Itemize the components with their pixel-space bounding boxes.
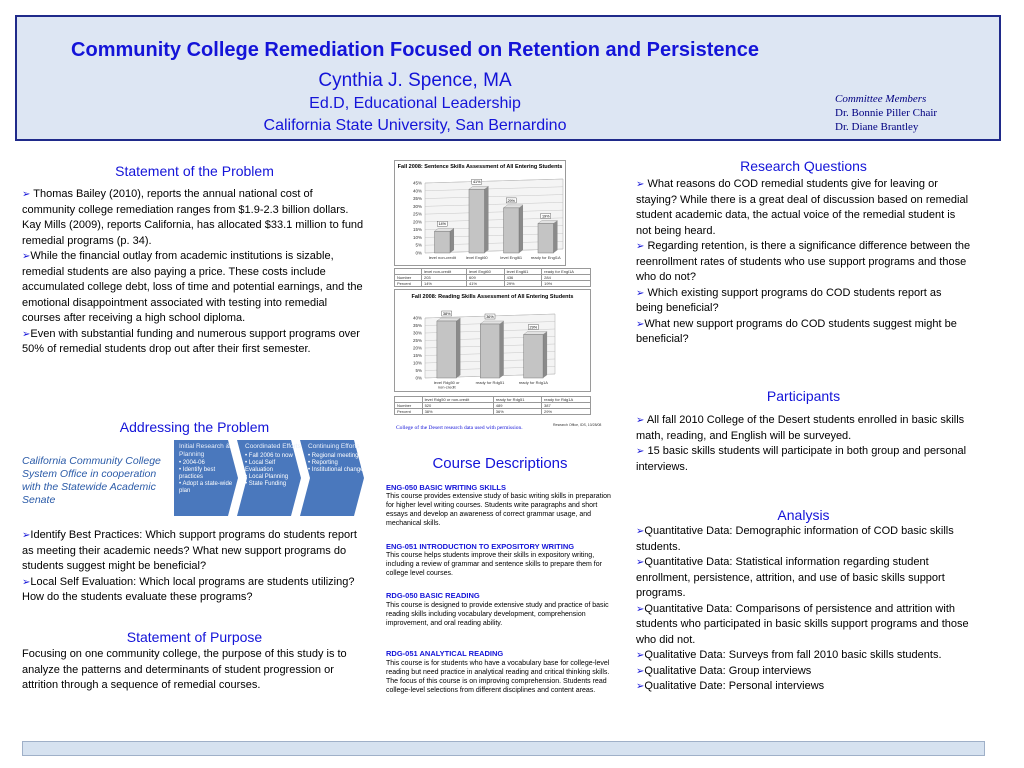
y-tick-label: 15% — [412, 227, 422, 233]
arrow-bullet-icon: ➢ — [636, 650, 645, 661]
arrow-bullet-icon: ➢ — [22, 576, 31, 588]
list-item: ➢What new support programs do COD students suggest might be beneficial? — [636, 317, 957, 345]
arrow-bullet-icon: ➢ — [22, 251, 31, 262]
data-label: 14% — [438, 222, 447, 227]
addressing-problem-heading: Addressing the Problem — [119, 419, 270, 435]
arrow-bullet-icon: ➢ — [636, 241, 645, 252]
participants-heading: Participants — [766, 388, 841, 404]
list-item: ➢Local Self Evaluation: Which local programs are students utilizing? How do the students evaluate these programs? — [22, 575, 355, 603]
arrow-bullet-icon: ➢ — [636, 287, 645, 299]
course-descriptions-heading: Course Descriptions — [432, 455, 568, 472]
poster-header — [15, 15, 1001, 141]
statement-of-purpose-body: Focusing on one community college, the purpose of this study is to analyze the patterns and determinants of student progression or attrition through a sequence of remedial courses. — [22, 648, 347, 691]
bar — [434, 231, 450, 253]
course-code: ENG-050 BASIC WRITING SKILLS — [386, 483, 507, 492]
y-tick-label: 20% — [412, 219, 422, 225]
bar-side — [519, 205, 523, 253]
list-item: ➢Quantitative Data: Demographic information of COD basic skills students. — [636, 525, 954, 553]
arrow-bullet-icon: ➢ — [636, 681, 645, 692]
analysis-body — [636, 524, 971, 695]
table-cell: Number — [395, 275, 422, 281]
list-item: ➢Quantitative Data: Comparisons of persistence and attrition with students who participated in basic skills support programs and those who did not. — [636, 602, 969, 646]
table-cell: level Rdg50 or non-credit — [422, 397, 493, 403]
table-cell: 36% — [493, 409, 541, 415]
arrow-bullet-icon: ➢ — [636, 179, 645, 190]
table-row — [395, 281, 591, 287]
committee-heading: Committee Members — [835, 93, 927, 105]
step-item: • Regional meetings — [308, 452, 362, 459]
chart-sentence-skills — [394, 160, 566, 266]
arrow-bullet-icon: ➢ — [636, 415, 645, 426]
statement-of-purpose-heading: Statement of Purpose — [126, 629, 263, 645]
list-item: ➢ 15 basic skills students will participate in both group and personal interviews. — [636, 445, 967, 473]
bar — [437, 321, 457, 378]
committee-members — [835, 92, 937, 134]
arrow-bullet-icon: ➢ — [636, 446, 645, 457]
list-item: ➢ All fall 2010 College of the Desert students enrolled in basic skills math, reading, and English will be surveyed. — [636, 414, 965, 442]
table-cell: 19% — [542, 281, 591, 287]
list-item: ➢ What reasons do COD remedial students give for leaving or staying? While there is a great deal of discussion based on remedial student academic data, the actual voice of the remedial student is not being heard. — [636, 178, 969, 237]
arrow-bullet-icon: ➢ — [636, 603, 645, 615]
list-item: ➢Qualitative Data: Surveys from fall 2010 basic skills students. — [636, 649, 942, 661]
author-name: Cynthia J. Spence, MA — [318, 70, 512, 91]
table-cell: 387 — [542, 403, 591, 409]
step-item: • State Funding — [245, 480, 287, 487]
bar — [503, 208, 519, 253]
process-step-continuing — [300, 440, 364, 516]
bar — [524, 335, 544, 379]
table-row — [395, 409, 591, 415]
poster-title: Community College Remediation Focused on Retention and Persistence — [71, 39, 759, 61]
process-step-initial — [174, 440, 238, 516]
committee-member: Dr. Diane Brantley — [835, 121, 919, 133]
step-item: • 2004-06 — [179, 460, 205, 466]
course-description: This course provides extensive study of basic writing skills in preparation for higher level writing courses. Students write paragraphs and short essays and develop an awareness of correct grammar usage, and mechanical skills. — [386, 493, 611, 527]
table-cell: 436 — [504, 275, 542, 281]
bar-chart-plot — [395, 161, 567, 267]
degree: Ed.D, Educational Leadership — [309, 95, 521, 112]
x-tick-label: level Engl60 — [465, 255, 488, 260]
analysis-heading: Analysis — [777, 507, 830, 523]
chart-title: Fall 2008: Sentence Skills Assessment of All Entering Students — [397, 164, 563, 170]
table-cell: level Engl61 — [504, 269, 542, 275]
chart-data-table — [394, 268, 591, 287]
addressing-problem-body — [22, 528, 367, 606]
step-title: Coordinated Efforts — [245, 443, 301, 450]
y-tick-label: 15% — [412, 353, 422, 358]
bar-chart-plot — [395, 290, 592, 393]
chart-title: Fall 2008: Reading Skills Assessment of All Entering Students — [411, 294, 574, 300]
bar — [480, 324, 500, 378]
x-tick-label: ready for Engl1A — [530, 255, 561, 260]
list-item: ➢Qualitative Date: Personal interviews — [636, 680, 825, 692]
participants-body — [636, 413, 971, 475]
data-label: 36% — [486, 315, 494, 319]
table-cell: 38% — [422, 409, 493, 415]
y-tick-label: 10% — [412, 234, 422, 240]
footer-bar — [22, 741, 985, 756]
x-tick-label: non-credit — [437, 384, 456, 390]
table-cell: level non-credit — [421, 269, 466, 275]
course-description: This course is for students who have a vocabulary base for college-level reading but need practice in analytical reading and critical thinking skills. The focus of this course is on improving comprehension. Students read college-level selections from different disciplines and content areas. — [386, 660, 610, 694]
research-questions-heading: Research Questions — [740, 158, 867, 174]
y-tick-label: 40% — [412, 315, 422, 321]
table-cell: ready for Engl1A — [542, 269, 591, 275]
data-label: 41% — [472, 180, 481, 185]
y-tick-label: 0% — [415, 250, 422, 256]
table-cell: 14% — [421, 281, 466, 287]
bar-top — [437, 318, 461, 321]
course-code: RDG-051 ANALYTICAL READING — [386, 649, 504, 658]
course-description: This course helps students improve their skills in expository writing, including a review of grammar and sentence skills to prepare them for college level courses. — [386, 552, 602, 577]
list-item: ➢Even with substantial funding and numerous support programs over 50% of remedial students drop out after their first semester. — [22, 327, 360, 355]
process-step-coordinated — [237, 440, 301, 516]
y-tick-label: 25% — [412, 338, 422, 343]
data-label: 38% — [442, 312, 451, 316]
arrow-bullet-icon: ➢ — [22, 328, 31, 340]
table-cell: 41% — [467, 281, 505, 287]
table-cell: Number — [395, 403, 423, 409]
committee-member: Dr. Bonnie Piller Chair — [835, 107, 938, 119]
y-tick-label: 30% — [412, 203, 422, 209]
course-code: RDG-050 BASIC READING — [386, 591, 480, 600]
y-tick-label: 45% — [412, 180, 422, 186]
y-tick-label: 5% — [415, 368, 422, 373]
x-tick-label: level Engl61 — [500, 255, 523, 260]
bar-top — [480, 321, 504, 324]
list-item: ➢Qualitative Data: Group interviews — [636, 664, 812, 677]
y-tick-label: 0% — [415, 375, 422, 381]
list-item: ➢Quantitative Data: Statistical information regarding student enrollment, persistence, attrition, and use of basic skills support programs. — [636, 556, 945, 599]
step-title: Initial Research & Planning — [179, 443, 230, 458]
table-cell: 203 — [421, 275, 466, 281]
bar-side — [485, 186, 489, 253]
arrow-bullet-icon: ➢ — [636, 665, 645, 677]
table-cell: 609 — [467, 275, 505, 281]
y-tick-label: 10% — [412, 360, 422, 366]
data-label: 29% — [507, 198, 516, 203]
y-tick-label: 5% — [415, 242, 422, 248]
arrow-bullet-icon: ➢ — [636, 526, 645, 537]
bar-top — [524, 332, 548, 335]
step-item: • Local Self Evaluation — [245, 459, 276, 473]
x-tick-label: level non-credit — [428, 255, 456, 260]
x-tick-label: ready for Rdg51 — [475, 380, 505, 385]
bar-side — [450, 228, 454, 253]
step-item: • Local Planning — [245, 473, 289, 480]
table-cell: 489 — [493, 403, 541, 409]
step-title: Continuing Efforts — [308, 443, 360, 450]
data-label: 29% — [529, 325, 538, 330]
step-item: • Identify best practices — [179, 467, 216, 480]
list-item: ➢While the financial outlay from academic institutions is sizable, remedial students are also paying a price. These costs include accumulated college debt, loss of time and potential earnings, and the emotional disappointment associated with testing into remedial courses after receiving a high school diploma. — [22, 250, 363, 324]
y-tick-label: 25% — [412, 211, 422, 217]
arrow-bullet-icon: ➢ — [636, 318, 645, 330]
table-cell: ready for Rdg51 — [493, 397, 541, 403]
table-cell: Percent — [395, 409, 423, 415]
university: California State University, San Bernardino — [263, 117, 567, 134]
data-label: 19% — [541, 214, 550, 219]
bar — [538, 223, 554, 253]
list-item: ➢Identify Best Practices: Which support programs do students report as meeting their academic needs? What new support programs do students suggest might be beneficial? — [22, 529, 357, 572]
table-cell: Percent — [395, 281, 422, 287]
list-item: ➢ Thomas Bailey (2010), reports the annual national cost of community college remediation ranges from $1.9-2.3 billion dollars. Kay Mills (2009), reports California, has allocated $33.1 million to fund remedial programs (p. 34). — [22, 188, 364, 247]
list-item: ➢ Which existing support programs do COD students report as being beneficial? — [636, 286, 942, 314]
y-tick-label: 35% — [412, 196, 422, 202]
step-item: • Reporting — [308, 459, 338, 466]
course-code: ENG-051 INTRODUCTION TO EXPOSITORY WRITING — [386, 542, 575, 551]
statement-of-problem-body — [22, 187, 367, 358]
x-tick-label: level Rdg50 or — [433, 380, 460, 385]
bar-side — [456, 318, 460, 378]
course-description: This course is designed to provide extensive study and practice of basic reading skills including vocabulary development, comprehension improvement, and oral reading ability. — [386, 602, 609, 627]
affiliation-text: California Community College System Office in cooperation with the Statewide Academic Senate — [22, 455, 161, 506]
chart-credit: College of the Desert research data used with permission. — [396, 425, 523, 431]
bar-side — [554, 220, 558, 253]
step-item: • Adopt a state-wide plan — [179, 481, 233, 494]
table-cell: ready for Rdg1A — [542, 397, 591, 403]
chart-reading-skills — [394, 289, 591, 392]
x-tick-label: ready for Rdg1A — [518, 380, 548, 385]
step-item: • Institutional change — [308, 466, 364, 473]
step-item: • Fall 2006 to now — [245, 452, 293, 459]
chart-source: Research Office, IDS, 10/28/08 — [553, 423, 602, 427]
bar — [469, 189, 485, 253]
statement-of-problem-heading: Statement of the Problem — [115, 163, 274, 179]
bar-side — [543, 332, 547, 379]
arrow-bullet-icon: ➢ — [636, 557, 645, 568]
research-questions-body — [636, 177, 971, 348]
table-cell: 520 — [422, 403, 493, 409]
arrow-bullet-icon: ➢ — [22, 189, 31, 200]
y-tick-label: 35% — [412, 323, 422, 328]
list-item: ➢ Regarding retention, is there a significance difference between the reenrollment rates of students who use support programs and those who do not? — [636, 240, 971, 283]
table-cell: 29% — [504, 281, 542, 287]
table-cell: level Engl60 — [467, 269, 505, 275]
y-tick-label: 40% — [412, 188, 422, 194]
table-cell: 29% — [542, 409, 591, 415]
bar-side — [500, 321, 504, 378]
y-tick-label: 30% — [412, 330, 422, 336]
chart-data-table — [394, 396, 591, 415]
y-tick-label: 20% — [412, 345, 422, 351]
arrow-bullet-icon: ➢ — [22, 530, 31, 541]
table-cell: 284 — [542, 275, 591, 281]
